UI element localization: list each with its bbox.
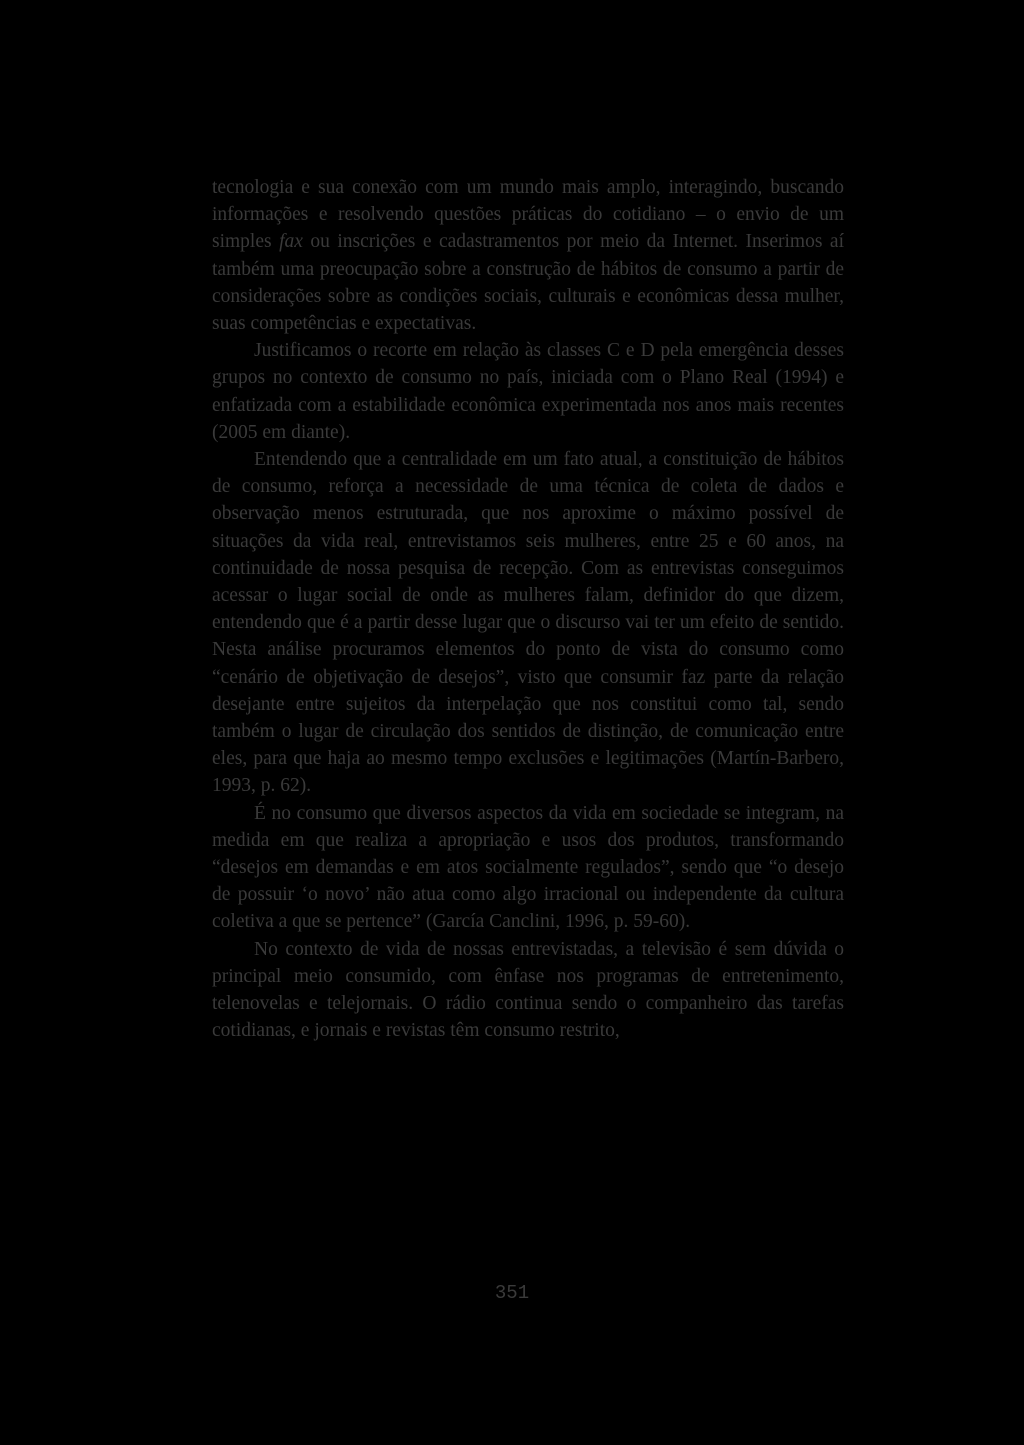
- paragraph-3-text: Entendendo que a centralidade em um fato atual, a constituição de hábitos de consumo, reforça a necessidade de uma técnica de coleta de dados e observação menos estruturada, que nos aproxime o máximo possível de situações da vida real, entrevistamos seis mulheres, entre 25 e 60 anos, na continuidade de nossa pesquisa de recepção. Com as entrevistas conseguimos acessar o lugar social de onde as mulheres falam, definidor do que dizem, entendendo que é a partir desse lugar que o discurso vai ter um efeito de sentido. Nesta análise procuramos elementos do ponto de vista do consumo como “cenário de objetivação de desejos”, visto que consumir faz parte da relação desejante entre sujeitos da interpelação que nos constitui como tal, sendo também o lugar de circulação dos sentidos de distinção, de comunicação entre eles, para que haja ao mesmo tempo exclusões e legitimações (Martín-Barbero, 1993, p. 62).: [212, 449, 844, 797]
- paragraph-4: [212, 800, 844, 936]
- paragraph-2-text: Justificamos o recorte em relação às classes C e D pela emergência desses grupos no contexto de consumo no país, iniciada com o Plano Real (1994) e enfatizada com a estabilidade econômica experimentada nos anos mais recentes (2005 em diante).: [212, 340, 844, 443]
- paragraph-3: [212, 446, 844, 800]
- page-number: 351: [494, 1282, 530, 1304]
- paragraph-1-text-continued: ou inscrições e cadastramentos por meio da Internet. Inserimos aí também uma preocupação sobre a construção de hábitos de consumo a partir de considerações sobre as condições sociais, culturais e econômicas dessa mulher, suas competências e expectativas.: [212, 231, 844, 335]
- body-text: [212, 174, 844, 1045]
- paragraph-1-italic-term: fax: [279, 231, 303, 253]
- paragraph-1: [212, 174, 844, 337]
- paragraph-1-text: tecnologia e sua conexão com um mundo mais amplo, interagindo, buscando informações e resolvendo questões práticas do cotidiano – o envio de um simples: [212, 177, 844, 253]
- paragraph-4-text: É no consumo que diversos aspectos da vida em sociedade se integram, na medida em que realiza a apropriação e usos dos produtos, transformando “desejos em demandas e em atos socialmente regulados”, sendo que “o desejo de possuir ‘o novo’ não atua como algo irracional ou independente da cultura coletiva a que se pertence” (García Canclini, 1996, p. 59-60).: [212, 802, 844, 933]
- paragraph-5: [212, 936, 844, 1045]
- paragraph-5-text: No contexto de vida de nossas entrevistadas, a televisão é sem dúvida o principal meio consumido, com ênfase nos programas de entretenimento, telenovelas e telejornais. O rádio continua sendo o companheiro das tarefas cotidianas, e jornais e revistas têm consumo restrito,: [212, 938, 844, 1042]
- paragraph-2: [212, 337, 844, 446]
